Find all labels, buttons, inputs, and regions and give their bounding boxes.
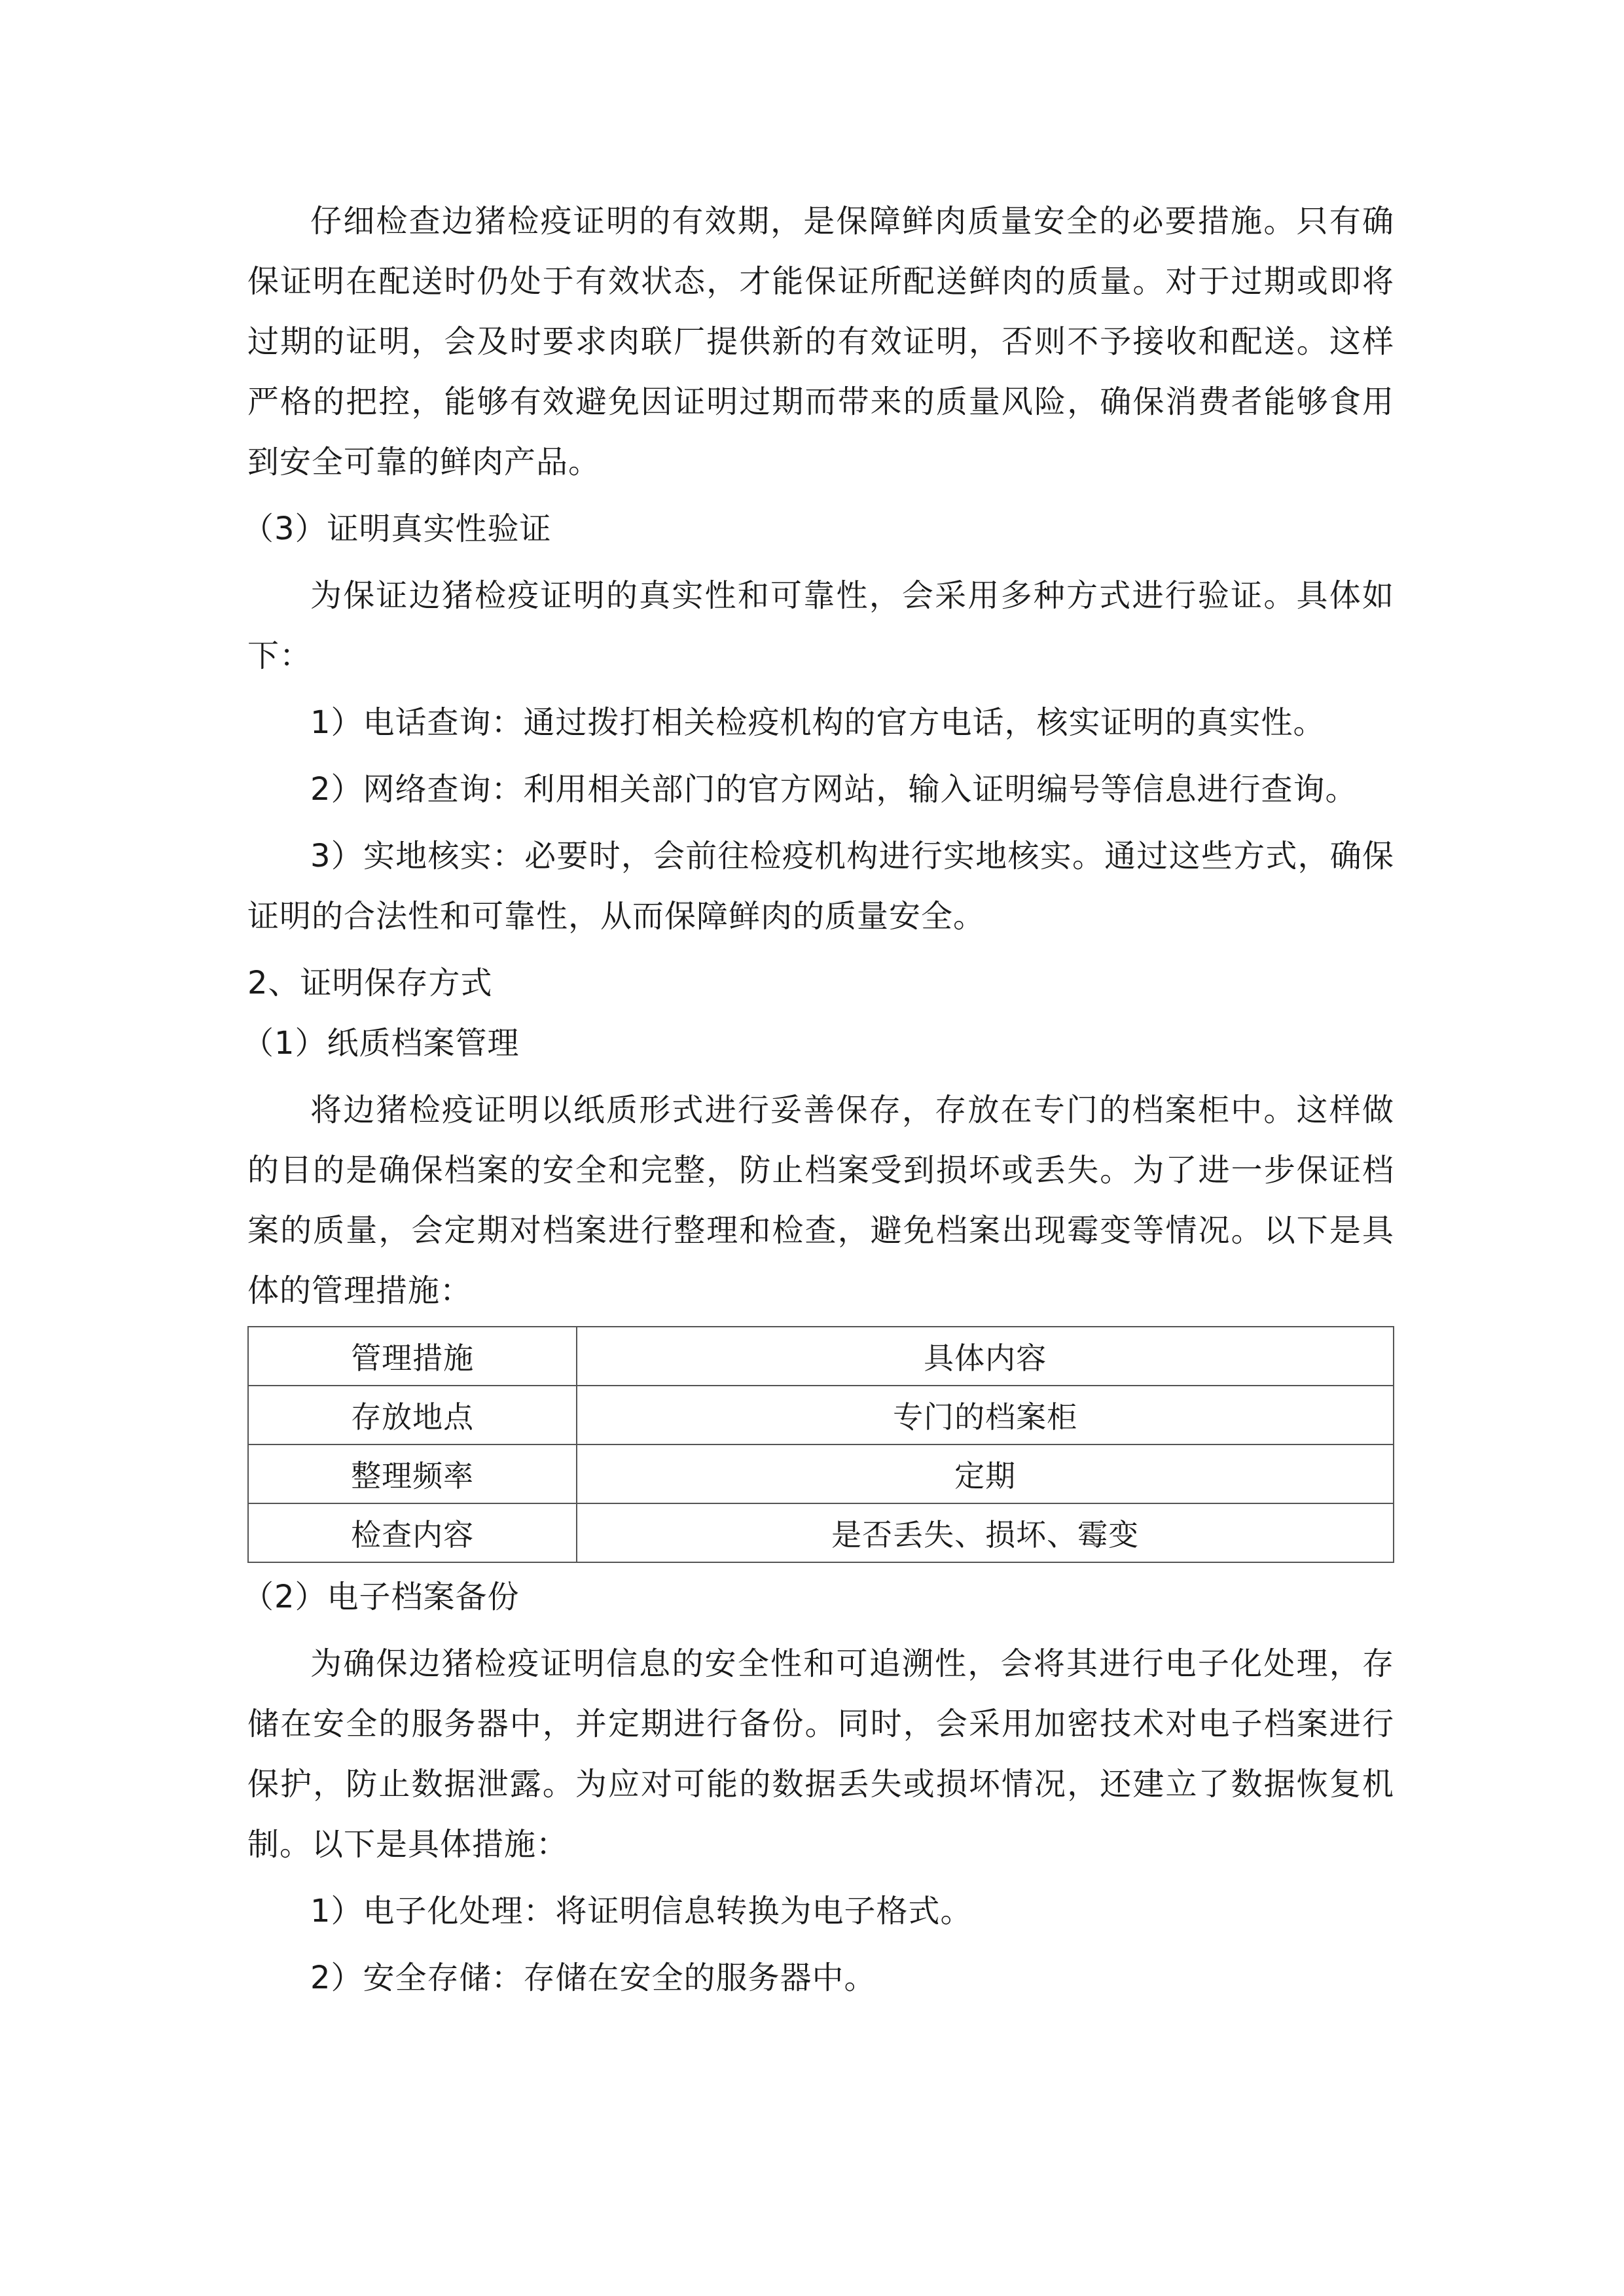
table-row <box>248 1503 1394 1562</box>
table-cell: 定期 <box>577 1444 1394 1503</box>
list-item-web-check: 2）网络查询：利用相关部门的官方网站，输入证明编号等信息进行查询。 <box>310 771 1358 808</box>
heading-paper-archive: （1）纸质档案管理 <box>242 1025 520 1062</box>
paragraph-electronic-backup: 为确保边猪检疫证明信息的安全性和可追溯性，会将其进行电子化处理，存储在安全的服务器中，并定期进行备份。同时，会采用加密技术对电子档案进行保护，防止数据泄露。为应对可能的数据丢失或损坏情况，还建立了数据恢复机制。以下是具体措施： <box>247 1645 1394 1863</box>
table-header-cell: 具体内容 <box>577 1327 1394 1386</box>
heading-authenticity-verification: （3）证明真实性验证 <box>242 511 552 547</box>
document-body <box>242 191 1394 2008</box>
table-row <box>248 1386 1394 1444</box>
list-item-phone-check: 1）电话查询：通过拨打相关检疫机构的官方电话，核实证明的真实性。 <box>310 704 1326 741</box>
paragraph-verification-intro: 为保证边猪检疫证明的真实性和可靠性，会采用多种方式进行验证。具体如下： <box>247 577 1394 674</box>
list-item-digitization: 1）电子化处理：将证明信息转换为电子格式。 <box>310 1893 973 1929</box>
table-cell: 是否丢失、损坏、霉变 <box>577 1503 1394 1562</box>
table-cell: 专门的档案柜 <box>577 1386 1394 1444</box>
list-item-onsite-check: 3）实地核实：必要时，会前往检疫机构进行实地核实。通过这些方式，确保证明的合法性和可靠性，从而保障鲜肉的质量安全。 <box>247 838 1394 935</box>
table-row <box>248 1444 1394 1503</box>
paragraph-validity-check: 仔细检查边猪检疫证明的有效期，是保障鲜肉质量安全的必要措施。只有确保证明在配送时仍处于有效状态，才能保证所配送鲜肉的质量。对于过期或即将过期的证明，会及时要求肉联厂提供新的有效证明，否则不予接收和配送。这样严格的把控，能够有效避免因证明过期而带来的质量风险，确保消费者能够食用到安全可靠的鲜肉产品。 <box>247 203 1394 480</box>
list-item-secure-storage: 2）安全存储：存储在安全的服务器中。 <box>310 1960 876 1996</box>
heading-electronic-backup: （2）电子档案备份 <box>242 1579 520 1615</box>
table-cell: 存放地点 <box>248 1386 577 1444</box>
table-header-cell: 管理措施 <box>248 1327 577 1386</box>
table-cell: 检查内容 <box>248 1503 577 1562</box>
paragraph-paper-archive: 将边猪检疫证明以纸质形式进行妥善保存，存放在专门的档案柜中。这样做的目的是确保档案的安全和完整，防止档案受到损坏或丢失。为了进一步保证档案的质量，会定期对档案进行整理和检查，避免档案出现霉变等情况。以下是具体的管理措施： <box>247 1092 1394 1309</box>
table-header-row <box>248 1327 1394 1386</box>
table-cell: 整理频率 <box>248 1444 577 1503</box>
heading-storage-methods: 2、证明保存方式 <box>247 965 493 1001</box>
management-measures-table <box>247 1326 1394 1563</box>
